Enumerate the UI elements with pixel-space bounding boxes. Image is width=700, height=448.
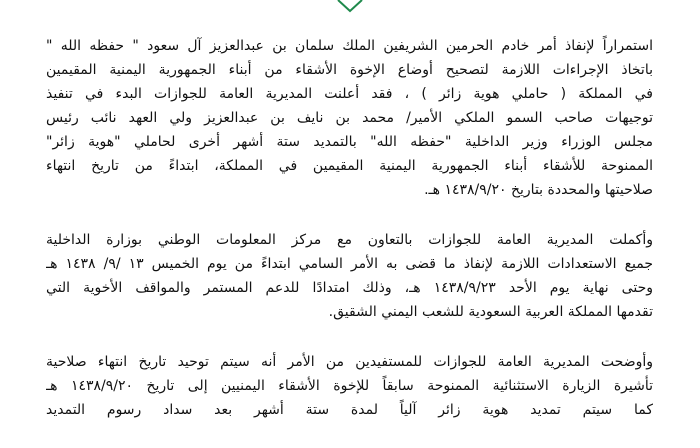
text-line: تأشيرة الزيارة الاستثنائية الممنوحة سابقاً للإخوة الأشقاء اليمنيين إلى تاريخ ١٤٣٨/٩/٢٠ هـ bbox=[46, 378, 653, 394]
text-line: الممنوحة للأشقاء أبناء الجمهورية اليمنية المقيمين في المملكة، ابتداءً من تاريخ انتهاء bbox=[46, 158, 653, 174]
text-line: تقدمها المملكة العربية السعودية للشعب اليمني الشقيق. bbox=[328, 304, 653, 320]
text-line: صلاحيتها والمحددة بتاريخ ١٤٣٨/٩/٢٠ هـ. bbox=[424, 182, 653, 198]
text-line: وحتى نهاية يوم الأحد ١٤٣٨/٩/٢٣ هـ، وذلك امتدادًا للدعم المستمر والمواقف الأخوية التي bbox=[46, 280, 653, 296]
paragraph-1 bbox=[46, 34, 653, 202]
text-line: توجيهات صاحب السمو الملكي الأمير/ محمد بن نايف بن عبدالعزيز ولي العهد نائب رئيس bbox=[46, 110, 653, 126]
text-line: باتخاذ الإجراءات اللازمة لتصحيح أوضاع الإخوة الأشقاء من أبناء الجمهورية اليمنية المقيمين bbox=[46, 62, 653, 78]
text-line: استمراراً لإنفاذ أمر خادم الحرمين الشريفين الملك سلمان بن عبدالعزيز آل سعود " حفظه الله " bbox=[46, 38, 653, 54]
text-line: في المملكة ( حاملي هوية زائر ) ، فقد أعلنت المديرية العامة للجوازات البدء في تنفيذ bbox=[46, 86, 653, 102]
text-line: مجلس الوزراء وزير الداخلية "حفظه الله" بالتمديد ستة أشهر أخرى لحاملي "هوية زائر" bbox=[46, 134, 653, 150]
paragraph-2 bbox=[46, 228, 653, 324]
article-body bbox=[46, 34, 653, 448]
text-line: وأوضحت المديرية العامة للجوازات للمستفيدين من الأمر أنه سيتم توحيد تاريخ انتهاء صلاحية bbox=[46, 354, 653, 370]
text-line: وأكملت المديرية العامة للجوازات بالتعاون مع مركز المعلومات الوطني بوزارة الداخلية bbox=[46, 232, 653, 248]
text-line: جميع الاستعدادات اللازمة لإنفاذ ما قضى به الأمر السامي ابتداءً من يوم الخميس ١٣ /٩/ ١٤٣٨ هـ bbox=[46, 256, 653, 272]
text-line: كما سيتم تمديد هوية زائر آلياً لمدة ستة أشهر بعد سداد رسوم التمديد bbox=[46, 402, 653, 418]
paragraph-3 bbox=[46, 350, 653, 422]
chevron-down-icon bbox=[330, 0, 370, 14]
